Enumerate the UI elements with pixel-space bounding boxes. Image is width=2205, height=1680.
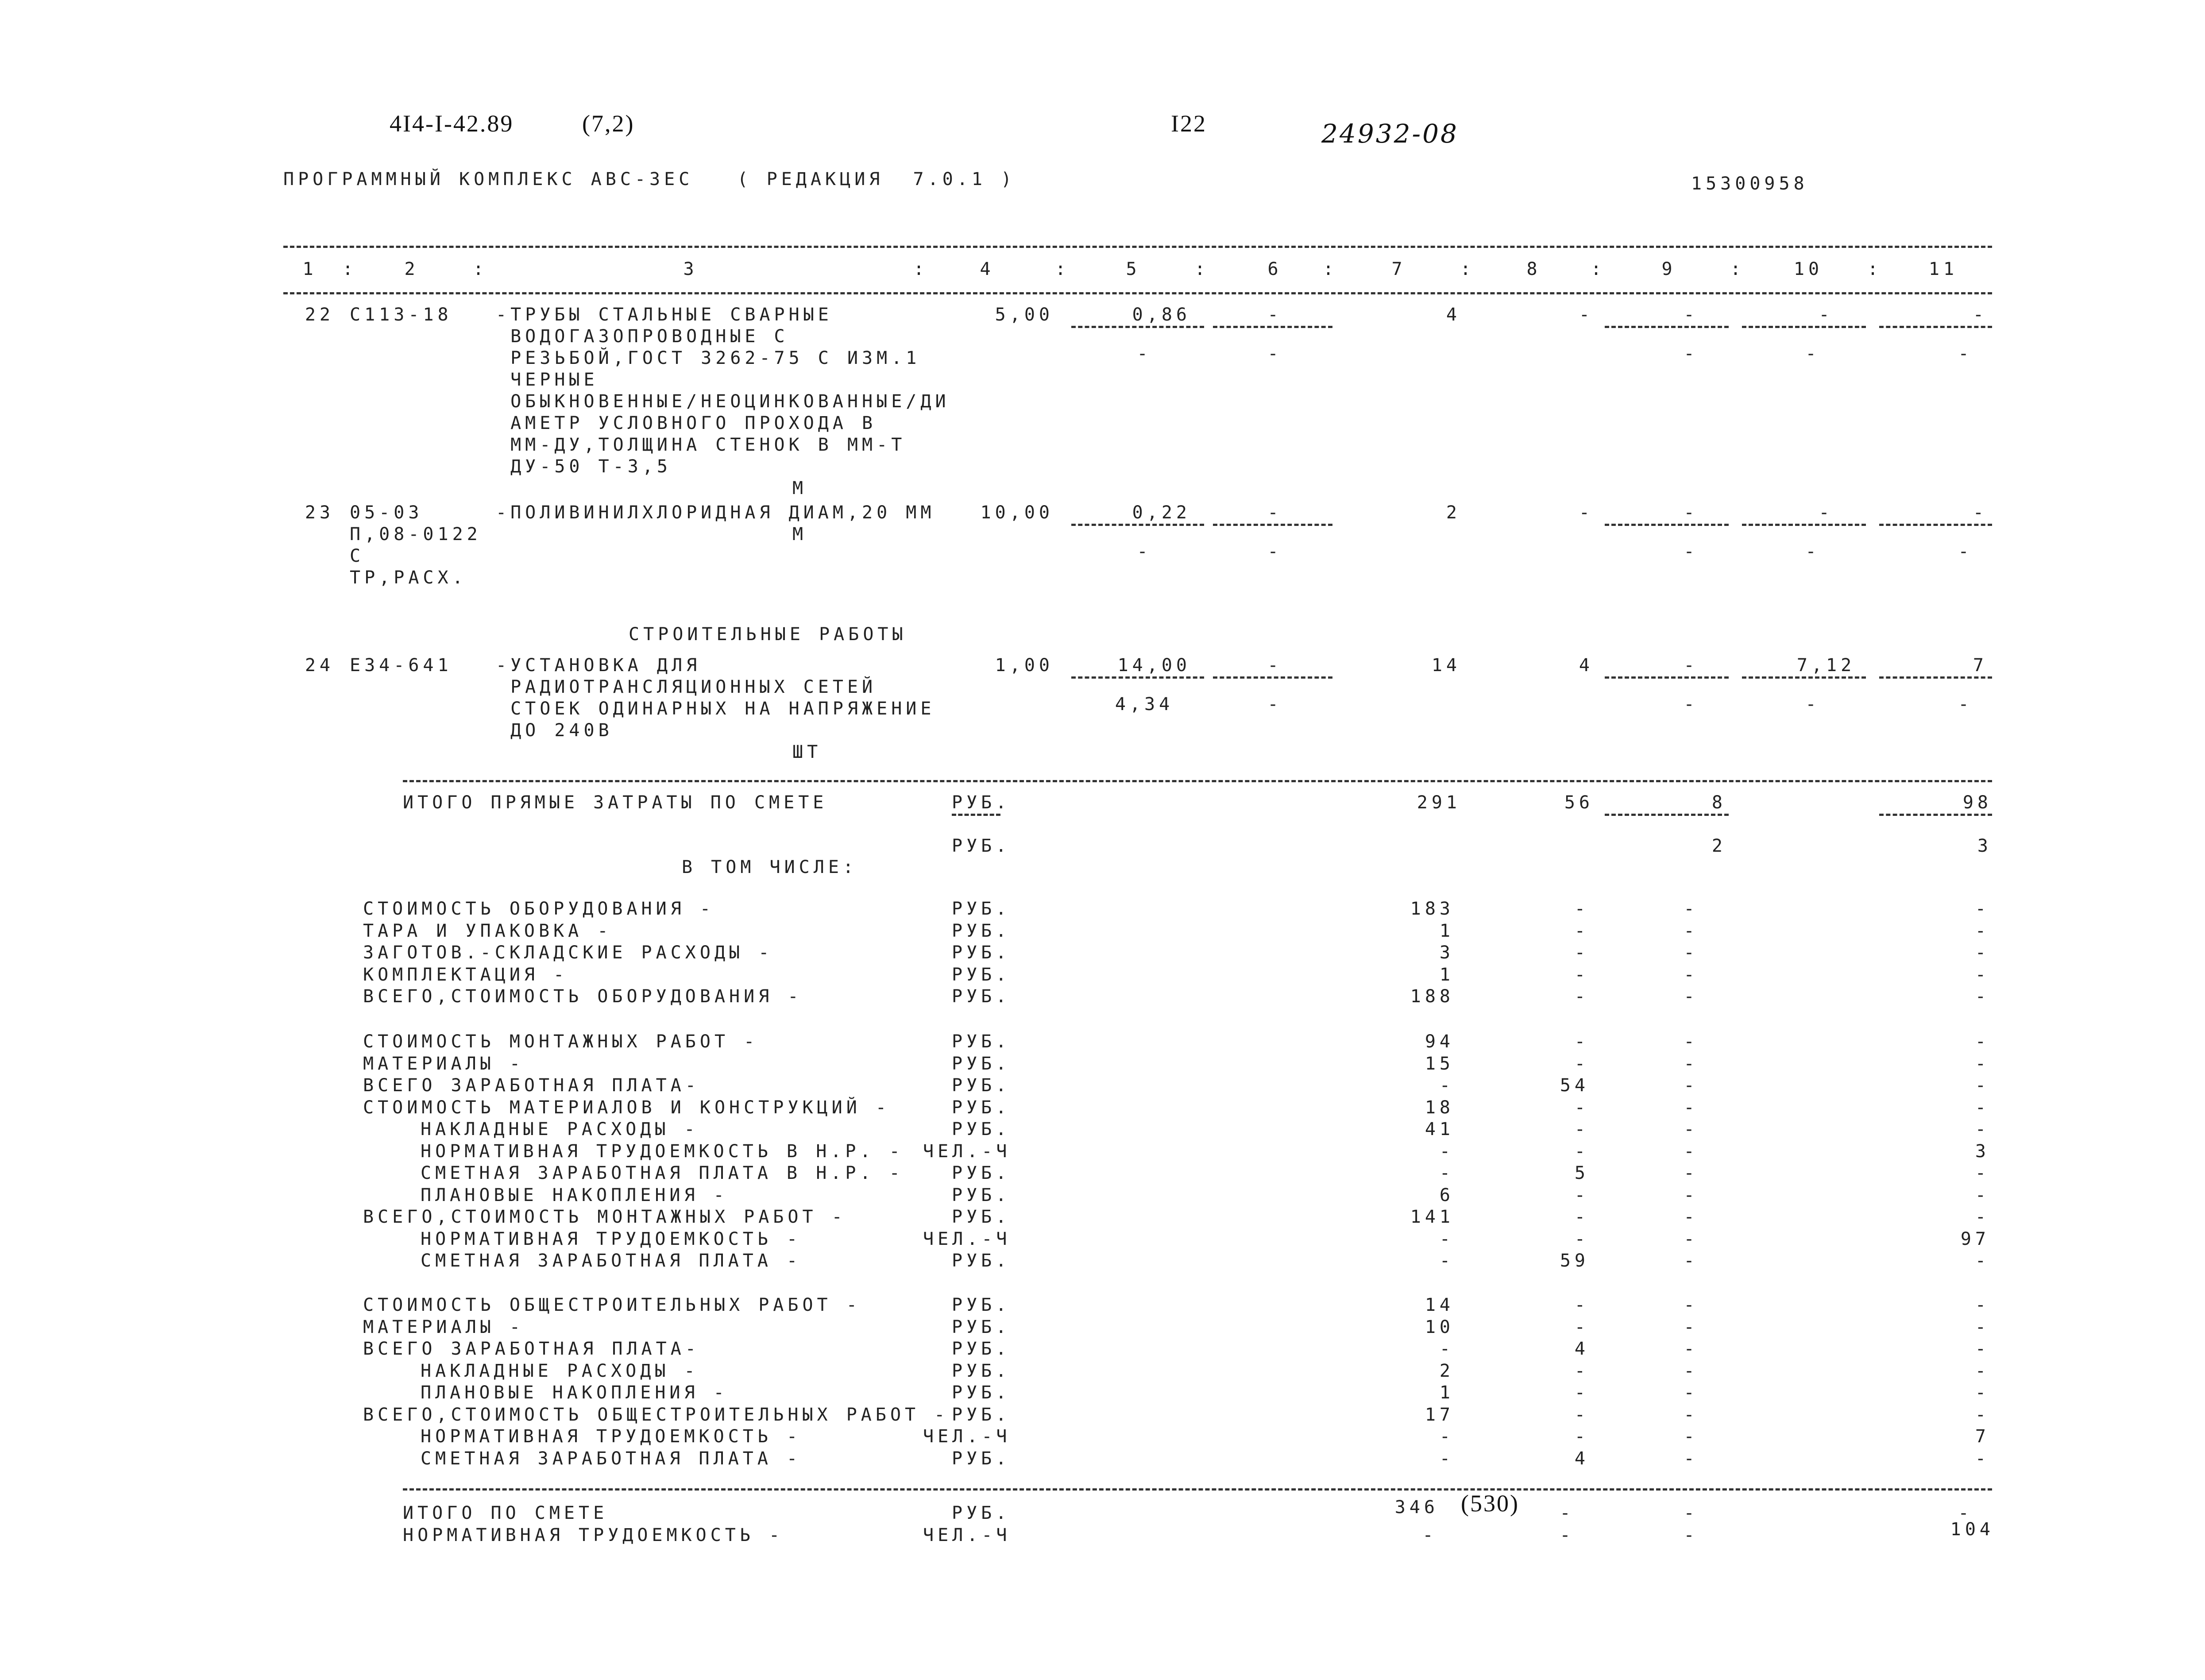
estimate-total-unit: РУБ. bbox=[952, 1503, 1011, 1523]
page-number: I22 bbox=[1171, 110, 1207, 137]
breakdown-label: СТОИМОСТЬ ОБОРУДОВАНИЯ - bbox=[363, 899, 714, 919]
item-code: С113-18 bbox=[350, 305, 452, 325]
column-header-9: 9 bbox=[1661, 259, 1676, 279]
breakdown-col9: - bbox=[1684, 1163, 1699, 1183]
estimate-total-col7: 346 bbox=[1394, 1497, 1439, 1518]
breakdown-label: ПЛАНОВЫЕ НАКОПЛЕНИЯ - bbox=[421, 1383, 728, 1403]
item-unit-price-labor: - bbox=[1137, 541, 1152, 562]
breakdown-col7: 10 bbox=[1425, 1317, 1454, 1337]
price-split-rule bbox=[1071, 524, 1204, 526]
handwritten-number: 24932-08 bbox=[1321, 119, 1459, 149]
breakdown-col11: - bbox=[1975, 1185, 1990, 1205]
breakdown-label: НОРМАТИВНАЯ ТРУДОЕМКОСТЬ - bbox=[421, 1426, 802, 1447]
col9-split-rule bbox=[1605, 814, 1729, 816]
breakdown-col9: - bbox=[1684, 1097, 1699, 1118]
item-number: 22 bbox=[305, 305, 334, 325]
col10-split-rule bbox=[1742, 326, 1866, 328]
breakdown-label: НАКЛАДНЫЕ РАСХОДЫ - bbox=[421, 1360, 699, 1381]
breakdown-label: СТОИМОСТЬ МОНТАЖНЫХ РАБОТ - bbox=[363, 1031, 759, 1052]
breakdown-col7: 94 bbox=[1425, 1031, 1454, 1052]
breakdown-col7: - bbox=[1439, 1228, 1454, 1249]
breakdown-unit: ЧЕЛ.-Ч bbox=[923, 1426, 1011, 1447]
item-col10: 7,12 bbox=[1796, 655, 1856, 676]
item-col9-labor: - bbox=[1684, 541, 1699, 562]
item-col9: - bbox=[1684, 305, 1699, 325]
estimate-total-col8: - bbox=[1560, 1503, 1575, 1523]
breakdown-col8: - bbox=[1574, 1383, 1589, 1403]
item-quantity: 5,00 bbox=[995, 305, 1054, 325]
breakdown-col8: - bbox=[1574, 1141, 1589, 1162]
breakdown-label: КОМПЛЕКТАЦИЯ - bbox=[363, 964, 568, 985]
breakdown-col8: - bbox=[1574, 1119, 1589, 1139]
direct-costs-col9: 8 bbox=[1711, 792, 1726, 813]
item-unit-price: 14,00 bbox=[1117, 655, 1191, 676]
breakdown-col9: - bbox=[1684, 1185, 1699, 1205]
item-quantity: 1,00 bbox=[995, 655, 1054, 676]
breakdown-label: ВСЕГО,СТОИМОСТЬ ОБЩЕСТРОИТЕЛЬНЫХ РАБОТ - bbox=[363, 1404, 949, 1425]
column-divider: : bbox=[1323, 259, 1338, 279]
breakdown-label: МАТЕРИАЛЫ - bbox=[363, 1317, 524, 1337]
breakdown-col8: - bbox=[1574, 942, 1589, 963]
breakdown-label: ВСЕГО,СТОИМОСТЬ ОБОРУДОВАНИЯ - bbox=[363, 986, 803, 1007]
estimate-total-col9: - bbox=[1684, 1503, 1699, 1523]
item-col10-labor: - bbox=[1805, 694, 1820, 714]
item-description-line: ЧЕРНЫЕ bbox=[496, 370, 599, 390]
item-col9: - bbox=[1684, 655, 1699, 676]
price-split-rule bbox=[1071, 676, 1204, 679]
col11-split-rule bbox=[1879, 814, 1992, 816]
breakdown-col7: - bbox=[1439, 1141, 1454, 1162]
col6-split-rule bbox=[1213, 676, 1332, 679]
item-col7: 14 bbox=[1431, 655, 1461, 676]
breakdown-col7: 1 bbox=[1439, 964, 1454, 985]
labor-total-col8: - bbox=[1560, 1525, 1575, 1545]
col6-split-rule bbox=[1213, 524, 1332, 526]
item-description-line: ДУ-50 Т-3,5 bbox=[496, 456, 672, 477]
breakdown-col7: - bbox=[1439, 1448, 1454, 1469]
item-description-line: -ТРУБЫ СТАЛЬНЫЕ СВАРНЫЕ bbox=[496, 305, 833, 325]
table-top-rule bbox=[283, 246, 1992, 248]
breakdown-col8: - bbox=[1574, 1295, 1589, 1315]
item-col6: - bbox=[1267, 502, 1282, 523]
breakdown-label: СМЕТНАЯ ЗАРАБОТНАЯ ПЛАТА - bbox=[421, 1448, 802, 1469]
breakdown-col11: - bbox=[1975, 1207, 1990, 1227]
items-bottom-rule bbox=[403, 780, 1992, 782]
breakdown-col9: - bbox=[1684, 986, 1699, 1007]
breakdown-col8: 5 bbox=[1574, 1163, 1589, 1183]
breakdown-col11: - bbox=[1975, 986, 1990, 1007]
col10-split-rule bbox=[1742, 676, 1866, 679]
breakdown-col8: - bbox=[1574, 1053, 1589, 1074]
breakdown-col9: - bbox=[1684, 1360, 1699, 1381]
breakdown-col9: - bbox=[1684, 920, 1699, 941]
labor-total-col9: - bbox=[1684, 1525, 1699, 1545]
column-header-2: 2 bbox=[404, 259, 419, 279]
breakdown-unit: РУБ. bbox=[952, 1119, 1011, 1139]
direct-costs-label: ИТОГО ПРЯМЫЕ ЗАТРАТЫ ПО СМЕТЕ bbox=[403, 792, 828, 813]
breakdown-col7: 41 bbox=[1425, 1119, 1454, 1139]
column-header-3: 3 bbox=[683, 259, 698, 279]
col9-split-rule bbox=[1605, 676, 1729, 679]
breakdown-col7: 15 bbox=[1425, 1053, 1454, 1074]
column-divider: : bbox=[342, 259, 357, 279]
labor-total-unit: ЧЕЛ.-Ч bbox=[923, 1525, 1011, 1545]
item-col10: - bbox=[1819, 305, 1834, 325]
item-description-line: АМЕТР УСЛОВНОГО ПРОХОДА В bbox=[496, 413, 877, 433]
item-col11-labor: - bbox=[1958, 541, 1973, 562]
breakdown-col11: - bbox=[1975, 1448, 1990, 1469]
column-divider: : bbox=[1730, 259, 1745, 279]
column-header-7: 7 bbox=[1391, 259, 1406, 279]
item-col11: - bbox=[1973, 502, 1988, 523]
breakdown-col7: 1 bbox=[1439, 920, 1454, 941]
document-part: (7,2) bbox=[582, 110, 635, 137]
breakdown-unit: РУБ. bbox=[952, 1251, 1011, 1271]
item-description-line: ММ-ДУ,ТОЛЩИНА СТЕНОК В ММ-Т bbox=[496, 435, 906, 455]
item-col11: - bbox=[1973, 305, 1988, 325]
item-col10-labor: - bbox=[1805, 541, 1820, 562]
estimate-total-label: ИТОГО ПО СМЕТЕ bbox=[403, 1503, 608, 1523]
breakdown-label: СМЕТНАЯ ЗАРАБОТНАЯ ПЛАТА В Н.Р. - bbox=[421, 1163, 904, 1183]
column-divider: : bbox=[1591, 259, 1606, 279]
item-col6-labor: - bbox=[1267, 694, 1282, 714]
breakdown-unit: РУБ. bbox=[952, 1404, 1011, 1425]
item-col11-labor: - bbox=[1958, 344, 1973, 364]
breakdown-col9: - bbox=[1684, 1207, 1699, 1227]
section-heading: СТРОИТЕЛЬНЫЕ РАБОТЫ bbox=[629, 624, 907, 645]
breakdown-unit: РУБ. bbox=[952, 1448, 1011, 1469]
item-col11-labor: - bbox=[1958, 694, 1973, 714]
item-unit: М bbox=[792, 478, 807, 498]
labor-total-label: НОРМАТИВНАЯ ТРУДОЕМКОСТЬ - bbox=[403, 1525, 784, 1545]
breakdown-unit: РУБ. bbox=[952, 1339, 1011, 1359]
breakdown-col8: - bbox=[1574, 1031, 1589, 1052]
column-divider: : bbox=[473, 259, 488, 279]
column-header-11: 11 bbox=[1928, 259, 1958, 279]
breakdown-col9: - bbox=[1684, 1119, 1699, 1139]
col9-split-rule bbox=[1605, 326, 1729, 328]
direct-costs-unit-2: РУБ. bbox=[952, 836, 1011, 856]
column-header-6: 6 bbox=[1267, 259, 1282, 279]
labor-total-col11: 104 bbox=[1950, 1519, 1994, 1540]
breakdown-label: НОРМАТИВНАЯ ТРУДОЕМКОСТЬ В Н.Р. - bbox=[421, 1141, 904, 1162]
breakdown-col7: 3 bbox=[1439, 942, 1454, 963]
column-divider: : bbox=[1194, 259, 1209, 279]
breakdown-col7: 14 bbox=[1425, 1295, 1454, 1315]
item-code-extra: С bbox=[350, 546, 365, 566]
including-heading: В ТОМ ЧИСЛЕ: bbox=[682, 857, 857, 877]
direct-costs-col11-labor: 3 bbox=[1977, 836, 1992, 856]
breakdown-col7: - bbox=[1439, 1163, 1454, 1183]
col11-split-rule bbox=[1879, 676, 1992, 679]
item-description-line: ДО 240В bbox=[496, 720, 613, 741]
item-code: Е34-641 bbox=[350, 655, 452, 676]
breakdown-unit: РУБ. bbox=[952, 986, 1011, 1007]
breakdown-col9: - bbox=[1684, 1448, 1699, 1469]
breakdown-col11: 7 bbox=[1975, 1426, 1990, 1447]
labor-total-col7: - bbox=[1422, 1525, 1437, 1545]
column-divider: : bbox=[1867, 259, 1882, 279]
breakdown-col8: 4 bbox=[1574, 1448, 1589, 1469]
breakdown-col11: - bbox=[1975, 1031, 1990, 1052]
item-description-line: ОБЫКНОВЕННЫЕ/НЕОЦИНКОВАННЫЕ/ДИ bbox=[496, 391, 950, 412]
item-unit-price-labor: 4,34 bbox=[1115, 694, 1174, 714]
program-line: ПРОГРАММНЫЙ КОМПЛЕКС АВС-3ЕС ( РЕДАКЦИЯ 7.0.1 ) bbox=[283, 169, 1016, 189]
breakdown-col8: - bbox=[1574, 1097, 1589, 1118]
item-col7: 2 bbox=[1446, 502, 1461, 523]
item-quantity: 10,00 bbox=[980, 502, 1054, 523]
col11-split-rule bbox=[1879, 524, 1992, 526]
breakdown-col7: 17 bbox=[1425, 1404, 1454, 1425]
column-header-8: 8 bbox=[1526, 259, 1541, 279]
breakdown-col7: 188 bbox=[1410, 986, 1454, 1007]
item-unit-price: 0,86 bbox=[1132, 305, 1191, 325]
breakdown-col9: - bbox=[1684, 964, 1699, 985]
breakdown-col11: - bbox=[1975, 920, 1990, 941]
breakdown-col11: - bbox=[1975, 1404, 1990, 1425]
breakdown-col9: - bbox=[1684, 1383, 1699, 1403]
breakdown-col11: 97 bbox=[1960, 1228, 1990, 1249]
breakdown-col9: - bbox=[1684, 1404, 1699, 1425]
breakdown-col7: 141 bbox=[1410, 1207, 1454, 1227]
breakdown-label: СТОИМОСТЬ ОБЩЕСТРОИТЕЛЬНЫХ РАБОТ - bbox=[363, 1295, 861, 1315]
item-col6-labor: - bbox=[1267, 541, 1282, 562]
breakdown-col11: - bbox=[1975, 1119, 1990, 1139]
breakdown-unit: РУБ. bbox=[952, 942, 1011, 963]
breakdown-col8: 54 bbox=[1560, 1075, 1589, 1096]
item-col6: - bbox=[1267, 305, 1282, 325]
item-col9-labor: - bbox=[1684, 344, 1699, 364]
breakdown-col8: 4 bbox=[1574, 1339, 1589, 1359]
breakdown-col8: - bbox=[1574, 920, 1589, 941]
breakdown-unit: ЧЕЛ.-Ч bbox=[923, 1141, 1011, 1162]
direct-costs-col11: 98 bbox=[1962, 792, 1992, 813]
breakdown-unit: РУБ. bbox=[952, 1383, 1011, 1403]
breakdown-label: ВСЕГО ЗАРАБОТНАЯ ПЛАТА- bbox=[363, 1075, 700, 1096]
column-header-1: 1 bbox=[302, 259, 317, 279]
price-split-rule bbox=[1071, 326, 1204, 328]
item-description-line: -УСТАНОВКА ДЛЯ bbox=[496, 655, 701, 676]
breakdown-col7: 183 bbox=[1410, 899, 1454, 919]
column-header-4: 4 bbox=[980, 259, 995, 279]
item-description-line: РАДИОТРАНСЛЯЦИОННЫХ СЕТЕЙ bbox=[496, 677, 877, 697]
item-description-line: РЕЗЬБОЙ,ГОСТ 3262-75 С ИЗМ.1 bbox=[496, 348, 921, 368]
item-col9: - bbox=[1684, 502, 1699, 523]
breakdown-col11: - bbox=[1975, 1097, 1990, 1118]
breakdown-col8: - bbox=[1574, 1185, 1589, 1205]
item-code-extra: П,08-0122 bbox=[350, 524, 482, 545]
item-number: 23 bbox=[305, 502, 334, 523]
column-header-5: 5 bbox=[1126, 259, 1141, 279]
breakdown-label: НАКЛАДНЫЕ РАСХОДЫ - bbox=[421, 1119, 699, 1139]
col11-split-rule bbox=[1879, 326, 1992, 328]
breakdown-unit: РУБ. bbox=[952, 899, 1011, 919]
breakdown-label: ЗАГОТОВ.-СКЛАДСКИЕ РАСХОДЫ - bbox=[363, 942, 773, 963]
breakdown-col8: - bbox=[1574, 964, 1589, 985]
breakdown-col8: - bbox=[1574, 899, 1589, 919]
direct-costs-col8: 56 bbox=[1564, 792, 1594, 813]
item-number: 24 bbox=[305, 655, 334, 676]
breakdown-col11: - bbox=[1975, 1075, 1990, 1096]
breakdown-col11: - bbox=[1975, 1251, 1990, 1271]
item-col6: - bbox=[1267, 655, 1282, 676]
breakdown-col11: - bbox=[1975, 1163, 1990, 1183]
breakdown-unit: РУБ. bbox=[952, 1360, 1011, 1381]
item-unit: М bbox=[792, 524, 807, 545]
breakdown-unit: РУБ. bbox=[952, 1053, 1011, 1074]
breakdown-col9: - bbox=[1684, 1031, 1699, 1052]
unit-split-rule bbox=[952, 814, 1000, 816]
breakdown-unit: РУБ. bbox=[952, 1317, 1011, 1337]
item-description-line: -ПОЛИВИНИЛХЛОРИДНАЯ ДИАМ,20 ММ bbox=[496, 502, 935, 523]
item-description-line: СТОЕК ОДИНАРНЫХ НА НАПРЯЖЕНИЕ bbox=[496, 699, 935, 719]
direct-costs-unit: РУБ. bbox=[952, 792, 1011, 813]
breakdown-col7: - bbox=[1439, 1251, 1454, 1271]
item-col8: - bbox=[1579, 502, 1594, 523]
item-code-extra: ТР,РАСХ. bbox=[350, 568, 467, 588]
breakdown-label: НОРМАТИВНАЯ ТРУДОЕМКОСТЬ - bbox=[421, 1228, 802, 1249]
breakdown-col9: - bbox=[1684, 1295, 1699, 1315]
breakdown-unit: РУБ. bbox=[952, 1295, 1011, 1315]
breakdown-col7: 2 bbox=[1439, 1360, 1454, 1381]
col6-split-rule bbox=[1213, 326, 1332, 328]
breakdown-label: СТОИМОСТЬ МАТЕРИАЛОВ И КОНСТРУКЦИЙ - bbox=[363, 1097, 890, 1118]
breakdown-unit: РУБ. bbox=[952, 1075, 1011, 1096]
breakdown-col9: - bbox=[1684, 899, 1699, 919]
estimate-total-col11: - bbox=[1958, 1503, 1973, 1523]
item-description-line: ВОДОГАЗОПРОВОДНЫЕ С bbox=[496, 326, 789, 347]
breakdown-col9: - bbox=[1684, 1228, 1699, 1249]
breakdown-col9: - bbox=[1684, 1053, 1699, 1074]
item-col8: - bbox=[1579, 305, 1594, 325]
breakdown-unit: ЧЕЛ.-Ч bbox=[923, 1228, 1011, 1249]
column-divider: : bbox=[1055, 259, 1070, 279]
column-divider: : bbox=[1460, 259, 1475, 279]
breakdown-col7: - bbox=[1439, 1339, 1454, 1359]
col9-split-rule bbox=[1605, 524, 1729, 526]
breakdown-label: ТАРА И УПАКОВКА - bbox=[363, 920, 612, 941]
breakdown-col11: - bbox=[1975, 1317, 1990, 1337]
breakdown-col11: - bbox=[1975, 1339, 1990, 1359]
item-col11: 7 bbox=[1973, 655, 1988, 676]
breakdown-label: ВСЕГО,СТОИМОСТЬ МОНТАЖНЫХ РАБОТ - bbox=[363, 1207, 846, 1227]
breakdown-col8: - bbox=[1574, 1404, 1589, 1425]
breakdown-col9: - bbox=[1684, 1339, 1699, 1359]
column-divider: : bbox=[913, 259, 928, 279]
item-col8: 4 bbox=[1579, 655, 1594, 676]
column-header-10: 10 bbox=[1793, 259, 1823, 279]
breakdown-col11: - bbox=[1975, 899, 1990, 919]
breakdown-col8: - bbox=[1574, 1317, 1589, 1337]
breakdown-col7: 18 bbox=[1425, 1097, 1454, 1118]
breakdown-col7: - bbox=[1439, 1426, 1454, 1447]
breakdown-col9: - bbox=[1684, 1141, 1699, 1162]
breakdown-col11: - bbox=[1975, 1360, 1990, 1381]
breakdown-col11: - bbox=[1975, 1053, 1990, 1074]
item-col10: - bbox=[1819, 502, 1834, 523]
breakdown-label: ПЛАНОВЫЕ НАКОПЛЕНИЯ - bbox=[421, 1185, 728, 1205]
breakdown-unit: РУБ. bbox=[952, 1163, 1011, 1183]
breakdown-col8: - bbox=[1574, 986, 1589, 1007]
breakdown-col11: - bbox=[1975, 964, 1990, 985]
breakdown-label: ВСЕГО ЗАРАБОТНАЯ ПЛАТА- bbox=[363, 1339, 700, 1359]
breakdown-col7: 1 bbox=[1439, 1383, 1454, 1403]
item-col9-labor: - bbox=[1684, 694, 1699, 714]
breakdown-col9: - bbox=[1684, 1251, 1699, 1271]
direct-costs-col7: 291 bbox=[1417, 792, 1461, 813]
item-col10-labor: - bbox=[1805, 344, 1820, 364]
breakdown-col7: - bbox=[1439, 1075, 1454, 1096]
breakdown-col9: - bbox=[1684, 1317, 1699, 1337]
breakdown-col7: 6 bbox=[1439, 1185, 1454, 1205]
item-unit-price-labor: - bbox=[1137, 344, 1152, 364]
estimate-total-handwritten: (530) bbox=[1461, 1490, 1519, 1517]
document-id: 15300958 bbox=[1691, 174, 1808, 194]
col10-split-rule bbox=[1742, 524, 1866, 526]
breakdown-col9: - bbox=[1684, 942, 1699, 963]
item-unit-price: 0,22 bbox=[1132, 502, 1191, 523]
breakdown-col8: - bbox=[1574, 1228, 1589, 1249]
direct-costs-col9-labor: 2 bbox=[1711, 836, 1726, 856]
breakdown-col8: - bbox=[1574, 1207, 1589, 1227]
breakdown-unit: РУБ. bbox=[952, 964, 1011, 985]
breakdown-col9: - bbox=[1684, 1075, 1699, 1096]
item-col6-labor: - bbox=[1267, 344, 1282, 364]
breakdown-label: МАТЕРИАЛЫ - bbox=[363, 1053, 524, 1074]
breakdown-col11: - bbox=[1975, 942, 1990, 963]
breakdown-unit: РУБ. bbox=[952, 1097, 1011, 1118]
breakdown-col8: - bbox=[1574, 1426, 1589, 1447]
header-bottom-rule bbox=[283, 292, 1992, 294]
document-code: 4I4-I-42.89 bbox=[390, 110, 514, 137]
breakdown-unit: РУБ. bbox=[952, 1207, 1011, 1227]
breakdown-unit: РУБ. bbox=[952, 920, 1011, 941]
item-unit: ШТ bbox=[792, 742, 822, 762]
breakdown-unit: РУБ. bbox=[952, 1185, 1011, 1205]
breakdown-col11: 3 bbox=[1975, 1141, 1990, 1162]
breakdown-label: СМЕТНАЯ ЗАРАБОТНАЯ ПЛАТА - bbox=[421, 1251, 802, 1271]
breakdown-col11: - bbox=[1975, 1383, 1990, 1403]
item-col7: 4 bbox=[1446, 305, 1461, 325]
item-code: 05-03 bbox=[350, 502, 423, 523]
breakdown-col9: - bbox=[1684, 1426, 1699, 1447]
breakdown-col8: - bbox=[1574, 1360, 1589, 1381]
breakdown-bottom-rule bbox=[403, 1488, 1992, 1491]
breakdown-col11: - bbox=[1975, 1295, 1990, 1315]
breakdown-unit: РУБ. bbox=[952, 1031, 1011, 1052]
breakdown-col8: 59 bbox=[1560, 1251, 1589, 1271]
